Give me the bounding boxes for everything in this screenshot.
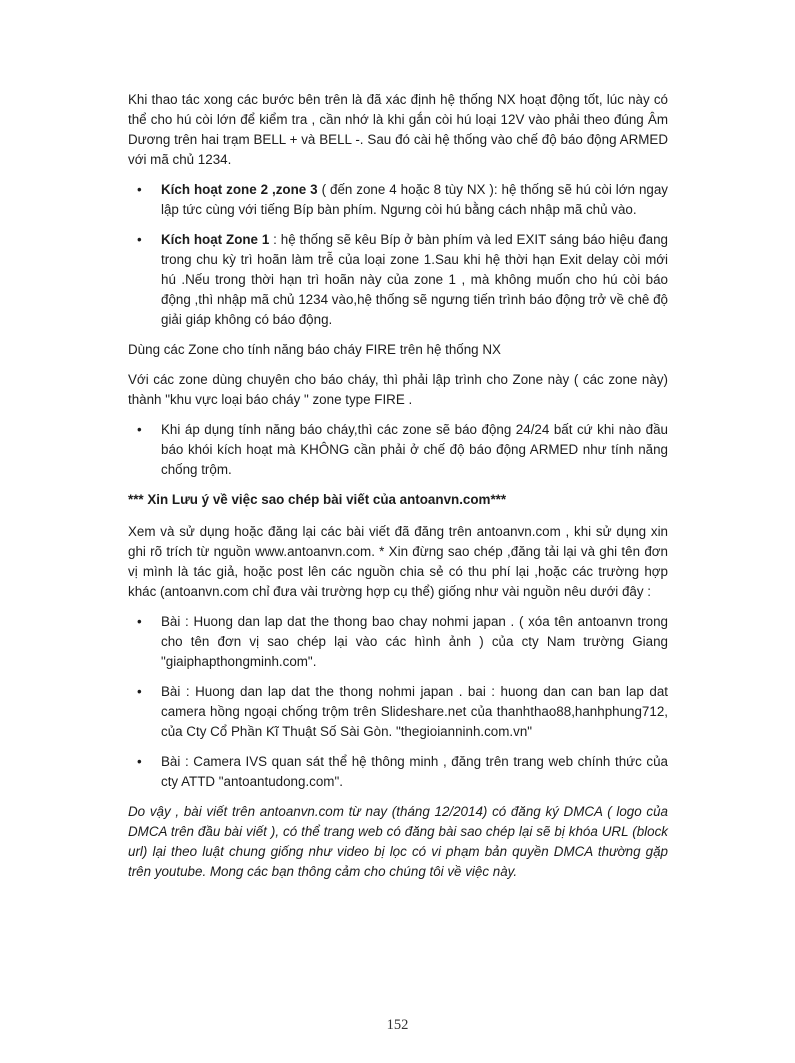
bullet-bold-lead: Kích hoạt zone 2 ,zone 3: [161, 182, 318, 197]
zone-bullet-list: [128, 180, 668, 330]
example-bullet-list: [128, 612, 668, 792]
bullet-text: ( đến zone 4 hoặc 8 tùy NX ): hệ thống sẽ hú còi lớn ngay lập tức cùng với tiếng Bíp bàn phím. Ngưng còi hú bằng cách nhập mã chủ vào.: [161, 182, 668, 217]
fire-paragraph: Với các zone dùng chuyên cho báo cháy, thì phải lập trình cho Zone này ( các zone này) thành "khu vực loại báo cháy " zone type FIRE .: [128, 372, 668, 407]
fire-section-title: Dùng các Zone cho tính năng báo cháy FIRE trên hệ thống NX: [128, 342, 501, 357]
page-number: 152: [386, 1017, 409, 1033]
list-item: [128, 180, 668, 220]
intro-paragraph: Khi thao tác xong các bước bên trên là đã xác định hệ thống NX hoạt động tốt, lúc này có thể cho hú còi lớn để kiểm tra , cần nhớ là khi gắn còi hú loại 12V vào phải theo đúng Âm Dương trên hai trạm BELL + và BELL -. Sau đó cài hệ thống vào chế độ báo động ARMED với mã chủ 1234.: [128, 92, 668, 167]
list-item: • Bài : Camera IVS quan sát thể hệ thông minh , đăng trên trang web chính thức của cty ATTD "antoantudong.com".: [128, 752, 668, 792]
dmca-note-paragraph: Do vậy , bài viết trên antoanvn.com từ nay (tháng 12/2014) có đăng ký DMCA ( logo của DMCA trên đầu bài viết ), có thể trang web có đăng bài sao chép lại sẽ bị khóa URL (block url) lại theo luật chung giống như video bị lọc có vi phạm bản quyền DMCA thường gặp trên youtube. Mong các bạn thông cảm cho chúng tôi về việc này.: [128, 804, 668, 879]
list-item: • Bài : Huong dan lap dat the thong bao chay nohmi japan . ( xóa tên antoanvn trong cho tên đơn vị sao chép lại vào các hình ảnh ) của cty Nam trường Giang "giaiphapthongminh.com".: [128, 612, 668, 672]
bullet-text: : hệ thống sẽ kêu Bíp ở bàn phím và led EXIT sáng báo hiệu đang trong chu kỳ trì hoãn làm trễ của loại zone 1.Sau khi hệ thời hạn Exit delay còi mới hú .Nếu trong thời hạn trì hoãn này của zone 1 , mà không muốn cho hú còi báo động ,thì nhập mã chủ 1234 vào,hệ thống sẽ ngưng tiến trình báo động trở về chê độ giải giáp không có báo động.: [161, 232, 668, 327]
list-item: • Bài : Huong dan lap dat the thong nohmi japan . bai : huong dan can ban lap dat camera hồng ngoại chống trộm trên Slideshare.net của thanhthao88,hanhphung712, của Cty Cổ Phần Kĩ Thuật Số Sài Gòn. "thegioianninh.com.vn": [128, 682, 668, 742]
list-item: • Khi áp dụng tính năng báo cháy,thì các zone sẽ báo động 24/24 bất cứ khi nào đầu báo khói kích hoạt mà KHÔNG cần phải ở chế độ báo động ARMED như tính năng chống trộm.: [128, 420, 668, 480]
bullet-bold-lead: Kích hoạt Zone 1: [161, 232, 270, 247]
copyright-paragraph: Xem và sử dụng hoặc đăng lại các bài viết đã đăng trên antoanvn.com , khi sử dụng xin ghi rõ trích từ nguồn www.antoanvn.com. * Xin đừng sao chép ,đăng tải lại và ghi tên đơn vị mình là tác giả, hoặc post lên các nguồn chia sẻ có thu phí lại ,hoặc các trường hợp khác (antoanvn.com chỉ đưa vài trường hợp cụ thể) giống như vài nguồn nêu dưới đây :: [128, 524, 668, 599]
list-item: [128, 230, 668, 330]
fire-bullet-list: [128, 420, 668, 480]
copyright-heading: *** Xin Lưu ý về việc sao chép bài viết của antoanvn.com***: [128, 492, 507, 507]
